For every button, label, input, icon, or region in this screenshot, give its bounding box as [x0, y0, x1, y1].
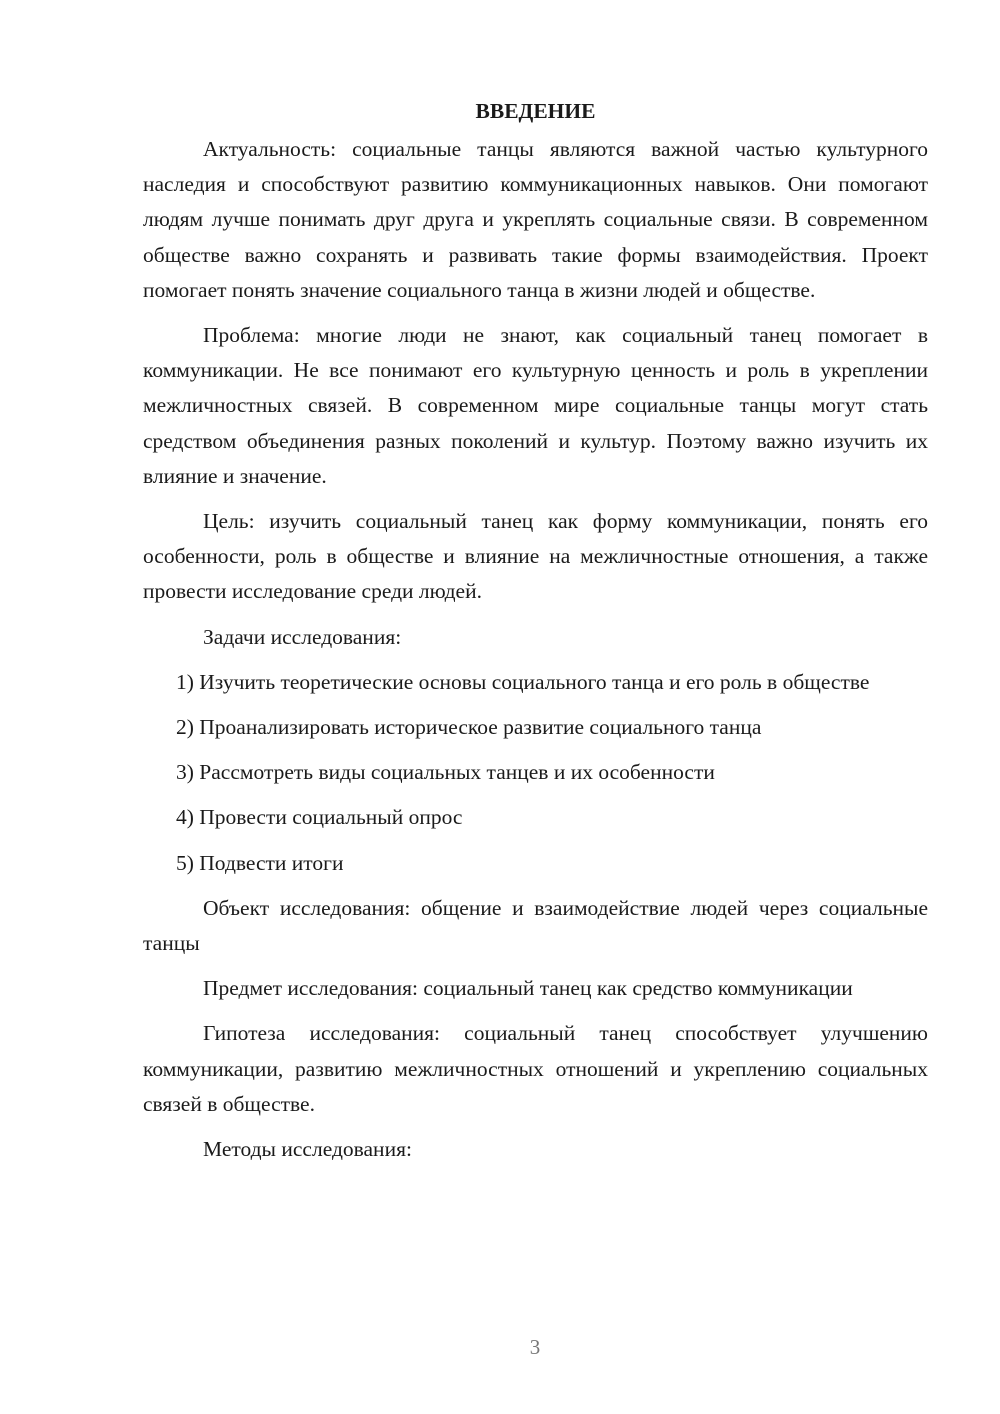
paragraph-problem: Проблема: многие люди не знают, как социальный танец помогает в коммуникации. Не все понимают его культурную ценность и роль в укреплении межличностных связей. В современном мире социальные танцы могут стать средством объединения разных поколений и культур. Поэтому важно изучить их влияние и значение. [143, 323, 928, 488]
paragraph-hypothesis: Гипотеза исследования: социальный танец способствует улучшению коммуникации, развитию межличностных отношений и укреплению социальных связей в обществе. [143, 1021, 928, 1116]
tasks-heading: Задачи исследования: [203, 624, 402, 649]
paragraph-object: Объект исследования: общение и взаимодействие людей через социальные танцы [143, 895, 928, 956]
methods-heading: Методы исследования: [203, 1137, 412, 1162]
page-title: ВВЕДЕНИЕ [475, 99, 596, 123]
paragraph-subject: Предмет исследования: социальный танец как средство коммуникации [203, 976, 853, 1001]
page-content [143, 95, 928, 1177]
task-item-4: 4) Провести социальный опрос [176, 805, 463, 830]
task-item-5: 5) Подвести итоги [176, 850, 344, 875]
task-item-3: 3) Рассмотреть виды социальных танцев и их особенности [176, 760, 715, 785]
page-number: 3 [529, 1335, 541, 1359]
paragraph-goal: Цель: изучить социальный танец как форму коммуникации, понять его особенности, роль в обществе и влияние на межличностные отношения, а также провести исследование среди людей. [143, 509, 928, 604]
paragraph-relevance: Актуальность: социальные танцы являются важной частью культурного наследия и способствуют развитию коммуникационных навыков. Они помогают людям лучше понимать друг друга и укреплять социальные связи. В современном обществе важно сохранять и развивать такие формы взаимодействия. Проект помогает понять значение социального танца в жизни людей и обществе. [143, 137, 928, 302]
task-item-2: 2) Проанализировать историческое развитие социального танца [176, 715, 762, 740]
task-item-1: 1) Изучить теоретические основы социального танца и его роль в обществе [176, 669, 870, 694]
